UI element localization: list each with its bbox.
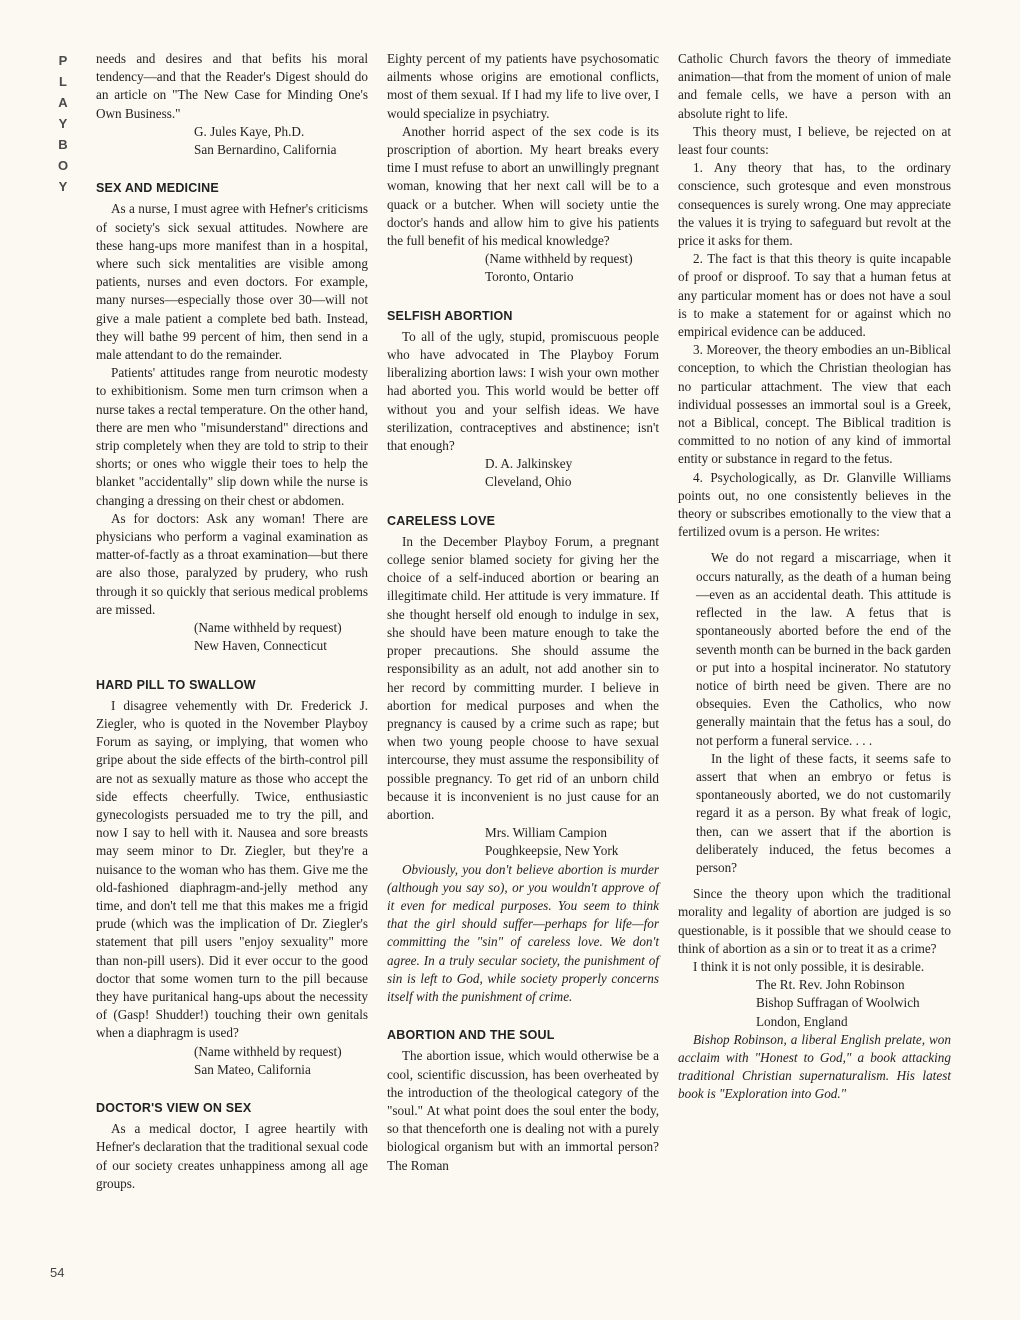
- signature-name: Mrs. William Campion: [485, 825, 607, 841]
- signature-title: Bishop Suffragan of Woolwich: [756, 995, 920, 1011]
- signature-place: Poughkeepsie, New York: [485, 843, 619, 859]
- letter-paragraph: As a nurse, I must agree with Hefner's criticisms of society's sick sexual attitudes. Nowhere are these hang-ups more manifest than in a hospital, where such sick mentalities are visible among patients, nurses and even doctors. For example, many nurses—especially those over 30—will not give a male patient a complete bed bath. Instead, they will bathe 99 percent of him, then send in a male attendant to do the remainder.: [96, 201, 368, 363]
- letter-paragraph: To all of the ugly, stupid, promiscuous people who have advocated in The Playboy Forum liberalizing abortion laws: I wish your own mother had aborted you. This world would be better off without you and your selfish ideas. We have sterilization, contraceptives and abstinence; isn't that enough?: [387, 328, 659, 454]
- page-number: 54: [50, 1265, 65, 1280]
- letter-paragraph: Eighty percent of my patients have psychosomatic ailments whose origins are emotional conflicts, most of them sexual. If I had my life to live over, I would specialize in psychiatry.: [387, 51, 659, 121]
- section-heading: DOCTOR'S VIEW ON SEX: [96, 1100, 252, 1115]
- signature-place: Toronto, Ontario: [485, 269, 574, 285]
- signature-name: (Name withheld by request): [194, 620, 342, 636]
- masthead-letter: O: [57, 158, 69, 173]
- quote-paragraph: We do not regard a miscarriage, when it occurs naturally, as the death of a human being—even as an accidental death. This attitude is reflected in the law. A fetus that is spontaneously aborted before the end of the seventh month can be burned in the back garden or put into a hospital incinerator. No statutory notice of birth need be given. There are no obsequies. Even the Catholics, who now generally maintain that the fetus has a soul, do not perform a funeral service. . . .: [696, 550, 951, 748]
- masthead-letter: P: [58, 53, 68, 68]
- signature-name: (Name withheld by request): [194, 1043, 342, 1059]
- quote-paragraph: In the light of these facts, it seems safe to assert that when an embryo or fetus is spontaneously aborted, we do not customarily regard it as a person. By what freak of logic, then, can we assert that if the abortion is deliberately induced, the fetus becomes a person?: [696, 750, 951, 875]
- letter-paragraph: This theory must, I believe, be rejected on at least four counts:: [678, 123, 951, 158]
- editor-reply: Obviously, you don't believe abortion is murder (although you say so), or you wouldn't approve of it even for medical purposes. You seem to think that the girl should suffer—perhaps for life—for committing the "sin" of careless love. We don't agree. In a truly secular society, the punishment of sin is left to God, while society properly concerns itself with the punishment of crime.: [387, 861, 659, 1004]
- column-3: [678, 50, 951, 1104]
- letter-paragraph: As a medical doctor, I agree heartily with Hefner's declaration that the traditional sexual code of our society creates unhappiness among all age groups.: [96, 1121, 368, 1191]
- signature-place: San Bernardino, California: [194, 142, 337, 158]
- signature-place: San Mateo, California: [194, 1061, 311, 1077]
- masthead-letter: Y: [58, 116, 68, 131]
- column-1: [96, 50, 368, 1193]
- letter-paragraph: The abortion issue, which would otherwise be a cool, scientific discussion, has been overheated by the introduction of the theological category of the "soul." At what point does the soul enter the body, so that thenceforth one is dealing not with a purely biological organism but with an immortal person? The Roman: [387, 1048, 659, 1173]
- section-heading: SELFISH ABORTION: [387, 308, 513, 323]
- magazine-name-vertical: [54, 50, 72, 197]
- signature-place: New Haven, Connecticut: [194, 638, 327, 654]
- section-heading: SEX AND MEDICINE: [96, 181, 219, 196]
- masthead-letter: L: [59, 74, 67, 89]
- letter-paragraph: Patients' attitudes range from neurotic modesty to exhibitionism. Some men turn crimson when a nurse takes a rectal temperature. On the other hand, there are men who "misunderstand" directions and strip completely when they are told to strip to their shorts; or ones who wiggle their toes to help the blanket "accidentally" slip down while the nurse is changing a dressing on their chest or abdomen.: [96, 365, 368, 508]
- letter-paragraph: Catholic Church favors the theory of immediate animation—that from the moment of union of male and female cells, we have a person with an absolute right to life.: [678, 51, 951, 121]
- letter-paragraph: I think it is not only possible, it is desirable.: [693, 958, 925, 974]
- editor-reply: Bishop Robinson, a liberal English prelate, won acclaim with "Honest to God," a book attacking traditional Christian supernaturalism. His latest book is "Exploration into God.": [678, 1031, 951, 1102]
- signature-name: (Name withheld by request): [485, 251, 633, 267]
- signature-place: Cleveland, Ohio: [485, 474, 572, 490]
- masthead-letter: A: [58, 95, 68, 110]
- letter-paragraph: 4. Psychologically, as Dr. Glanville Williams points out, no one consistently believes in the theory or subscribes emotionally to the view that a fertilized ovum is a person. He writes:: [678, 469, 951, 540]
- signature-name: D. A. Jalkinskey: [485, 456, 573, 472]
- letter-paragraph: 1. Any theory that has, to the ordinary conscience, such grotesque and even monstrous consequences is surely wrong. One may appreciate the values it is trying to safeguard but revolt at the price it asks for them.: [678, 160, 951, 249]
- section-heading: HARD PILL TO SWALLOW: [96, 677, 256, 692]
- column-2: [387, 50, 659, 1175]
- signature-name: G. Jules Kaye, Ph.D.: [194, 123, 305, 139]
- letter-paragraph: As for doctors: Ask any woman! There are physicians who perform a vaginal examination as matter-of-factly as a throat examination—but there are also those, paralyzed by prudery, who rush through it so quickly that serious medical problems are missed.: [96, 510, 368, 617]
- signature-place: London, England: [756, 1013, 848, 1029]
- letter-paragraph: Another horrid aspect of the sex code is its proscription of abortion. My heart breaks every time I must refuse to abort an unwillingly pregnant woman, knowing that her next call will be to a quack or a butcher. When will society untie the doctor's hands and allow him to give his patients the full benefit of his medical knowledge?: [387, 123, 659, 249]
- block-quote: [696, 549, 951, 877]
- letter-paragraph: Since the theory upon which the traditional morality and legality of abortion are judged is so questionable, is it possible that we should cease to think of abortion as a sin or to treat it as a crime?: [678, 886, 951, 956]
- letter-paragraph: 2. The fact is that this theory is quite incapable of proof or disproof. To say that a human fetus at any particular moment has or does not have a soul is to make a statement for or against which no empirical evidence can be adduced.: [678, 251, 951, 340]
- section-heading: CARELESS LOVE: [387, 513, 496, 528]
- masthead-letter: Y: [58, 179, 68, 194]
- section-heading: ABORTION AND THE SOUL: [387, 1028, 555, 1043]
- signature-name: The Rt. Rev. John Robinson: [756, 977, 905, 993]
- letter-paragraph: I disagree vehemently with Dr. Frederick J. Ziegler, who is quoted in the November Playboy Forum as saying, or implying, that women who gripe about the side effects of the birth-control pill are not as sexually mature as those who accept the side effects cheerfully. Twice, enthusiastic gynecologists persuaded me to try the pill, and now I say to hell with it. Nausea and sore breasts may seem minor to Dr. Ziegler, but they're a nuisance to the woman who has them. Give me the old-fashioned diaphragm-and-jelly method any time, and don't tell me that this makes me a frigid prude (which was the implication of Dr. Ziegler's statement that pill users "enjoy sexuality" more than non-pill users). Did it ever occur to the good doctor that some women turn to the pill because they have puritanical hang-ups about the necessity of (Gasp! Shudder!) touching their own genitals when a diaphragm is used?: [96, 697, 368, 1041]
- letter-paragraph: In the December Playboy Forum, a pregnant college senior blamed society for giving her the choice of a self-induced abortion or bearing an illegitimate child. Her attitude is very immature. If she thought herself old enough to indulge in sex, she should have been mature enough to take the proper precautions. She should assume the responsibility as an adult, not add another sin to her record by committing murder. I believe in abortion for medical purposes and when the pregnancy is caused by a crime such as rape; but when two young people choose to have sexual intercourse, they must assume the responsibility of possible pregnancy. To get rid of an unborn child because it is inconvenient is no just cause for an abortion.: [387, 533, 659, 822]
- letter-paragraph: needs and desires and that befits his moral tendency—and that the Reader's Digest should do an article on "The New Case for Minding One's Own Business.": [96, 51, 368, 121]
- masthead-letter: B: [58, 137, 68, 152]
- letter-paragraph: 3. Moreover, the theory embodies an un-Biblical conception, to which the Christian theologian has no particular attachment. The view that each individual possesses an immortal soul is a Greek, not a Biblical, concept. The Biblical tradition is committed to no notion of any kind of immortal entity or substance in regard to the fetus.: [678, 342, 951, 467]
